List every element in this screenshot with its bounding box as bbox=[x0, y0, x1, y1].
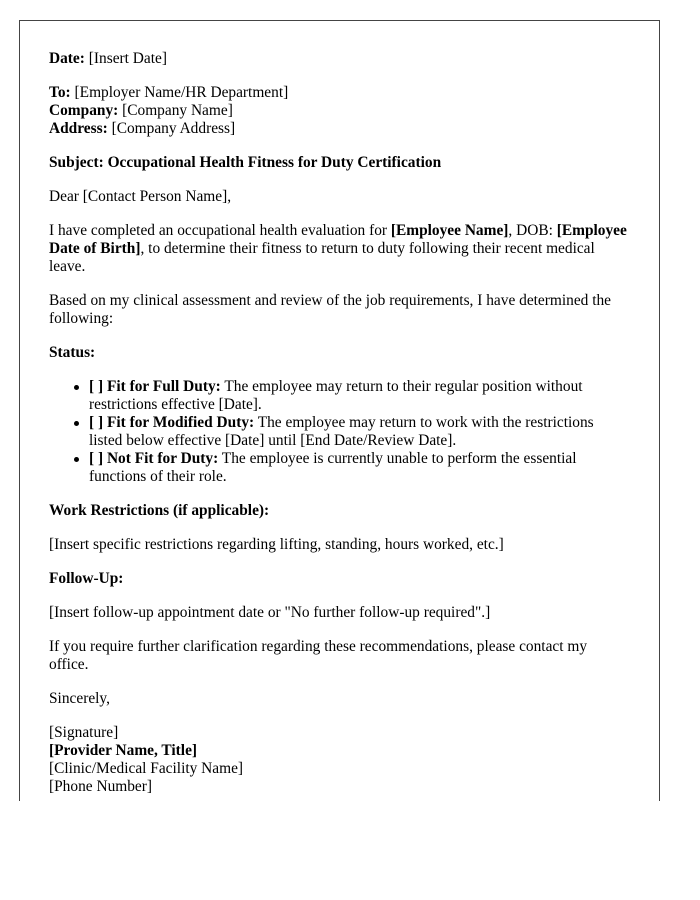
status-item-text: The employee may return to their regular position without restrictions effective [Date]. bbox=[89, 378, 583, 413]
status-heading: Status: bbox=[49, 344, 96, 361]
status-item-not-fit bbox=[89, 450, 629, 486]
company-line bbox=[49, 102, 629, 120]
company-value: [Company Name] bbox=[122, 102, 233, 119]
restrictions-text: [Insert specific restrictions regarding lifting, standing, hours worked, etc.] bbox=[49, 536, 504, 553]
date-value: [Insert Date] bbox=[88, 50, 167, 67]
clarification-paragraph: If you require further clarification regarding these recommendations, please contact my office. bbox=[49, 638, 588, 673]
intro-text-1: I have completed an occupational health evaluation for bbox=[49, 222, 391, 239]
signature-block bbox=[49, 724, 629, 796]
subject-line: Subject: Occupational Health Fitness for Duty Certification bbox=[49, 154, 442, 171]
status-item-label: [ ] Not Fit for Duty: bbox=[89, 450, 219, 467]
bullet-icon bbox=[74, 457, 79, 462]
intro-paragraph bbox=[49, 222, 629, 276]
to-label: To: bbox=[49, 84, 71, 101]
status-list bbox=[49, 378, 629, 486]
address-value: [Company Address] bbox=[111, 120, 236, 137]
status-item-modified-duty bbox=[89, 414, 629, 450]
followup-text: [Insert follow-up appointment date or "No further follow-up required".] bbox=[49, 604, 491, 621]
recipient-block bbox=[49, 84, 629, 138]
provider-name: [Provider Name, Title] bbox=[49, 742, 198, 759]
followup-heading: Follow-Up: bbox=[49, 570, 124, 587]
restrictions-heading: Work Restrictions (if applicable): bbox=[49, 502, 270, 519]
company-label: Company: bbox=[49, 102, 119, 119]
date-label: Date: bbox=[49, 50, 85, 67]
to-value: [Employer Name/HR Department] bbox=[74, 84, 289, 101]
intro-text-3: , to determine their fitness to return to duty following their recent medical leave. bbox=[49, 240, 595, 275]
to-line bbox=[49, 84, 629, 102]
status-item-full-duty bbox=[89, 378, 629, 414]
address-label: Address: bbox=[49, 120, 108, 137]
letter-page bbox=[19, 20, 660, 801]
status-item-label: [ ] Fit for Modified Duty: bbox=[89, 414, 255, 431]
status-item-text: The employee is currently unable to perform the essential functions of their role. bbox=[89, 450, 577, 485]
status-item-text: The employee may return to work with the restrictions listed below effective [Date] until [End Date/Review Date]. bbox=[89, 414, 594, 449]
clinic-name: [Clinic/Medical Facility Name] bbox=[49, 760, 244, 777]
date-line bbox=[49, 50, 629, 68]
employee-dob: [Employee Date of Birth] bbox=[49, 222, 627, 257]
intro-text-2: , DOB: bbox=[508, 222, 557, 239]
bullet-icon bbox=[74, 385, 79, 390]
bullet-icon bbox=[74, 421, 79, 426]
assessment-paragraph: Based on my clinical assessment and review of the job requirements, I have determined the following: bbox=[49, 292, 612, 327]
status-item-label: [ ] Fit for Full Duty: bbox=[89, 378, 221, 395]
closing: Sincerely, bbox=[49, 690, 110, 707]
employee-name: [Employee Name] bbox=[390, 222, 509, 239]
signature-line: [Signature] bbox=[49, 724, 119, 741]
address-line bbox=[49, 120, 629, 138]
phone-number: [Phone Number] bbox=[49, 778, 153, 795]
salutation: Dear [Contact Person Name], bbox=[49, 188, 232, 205]
